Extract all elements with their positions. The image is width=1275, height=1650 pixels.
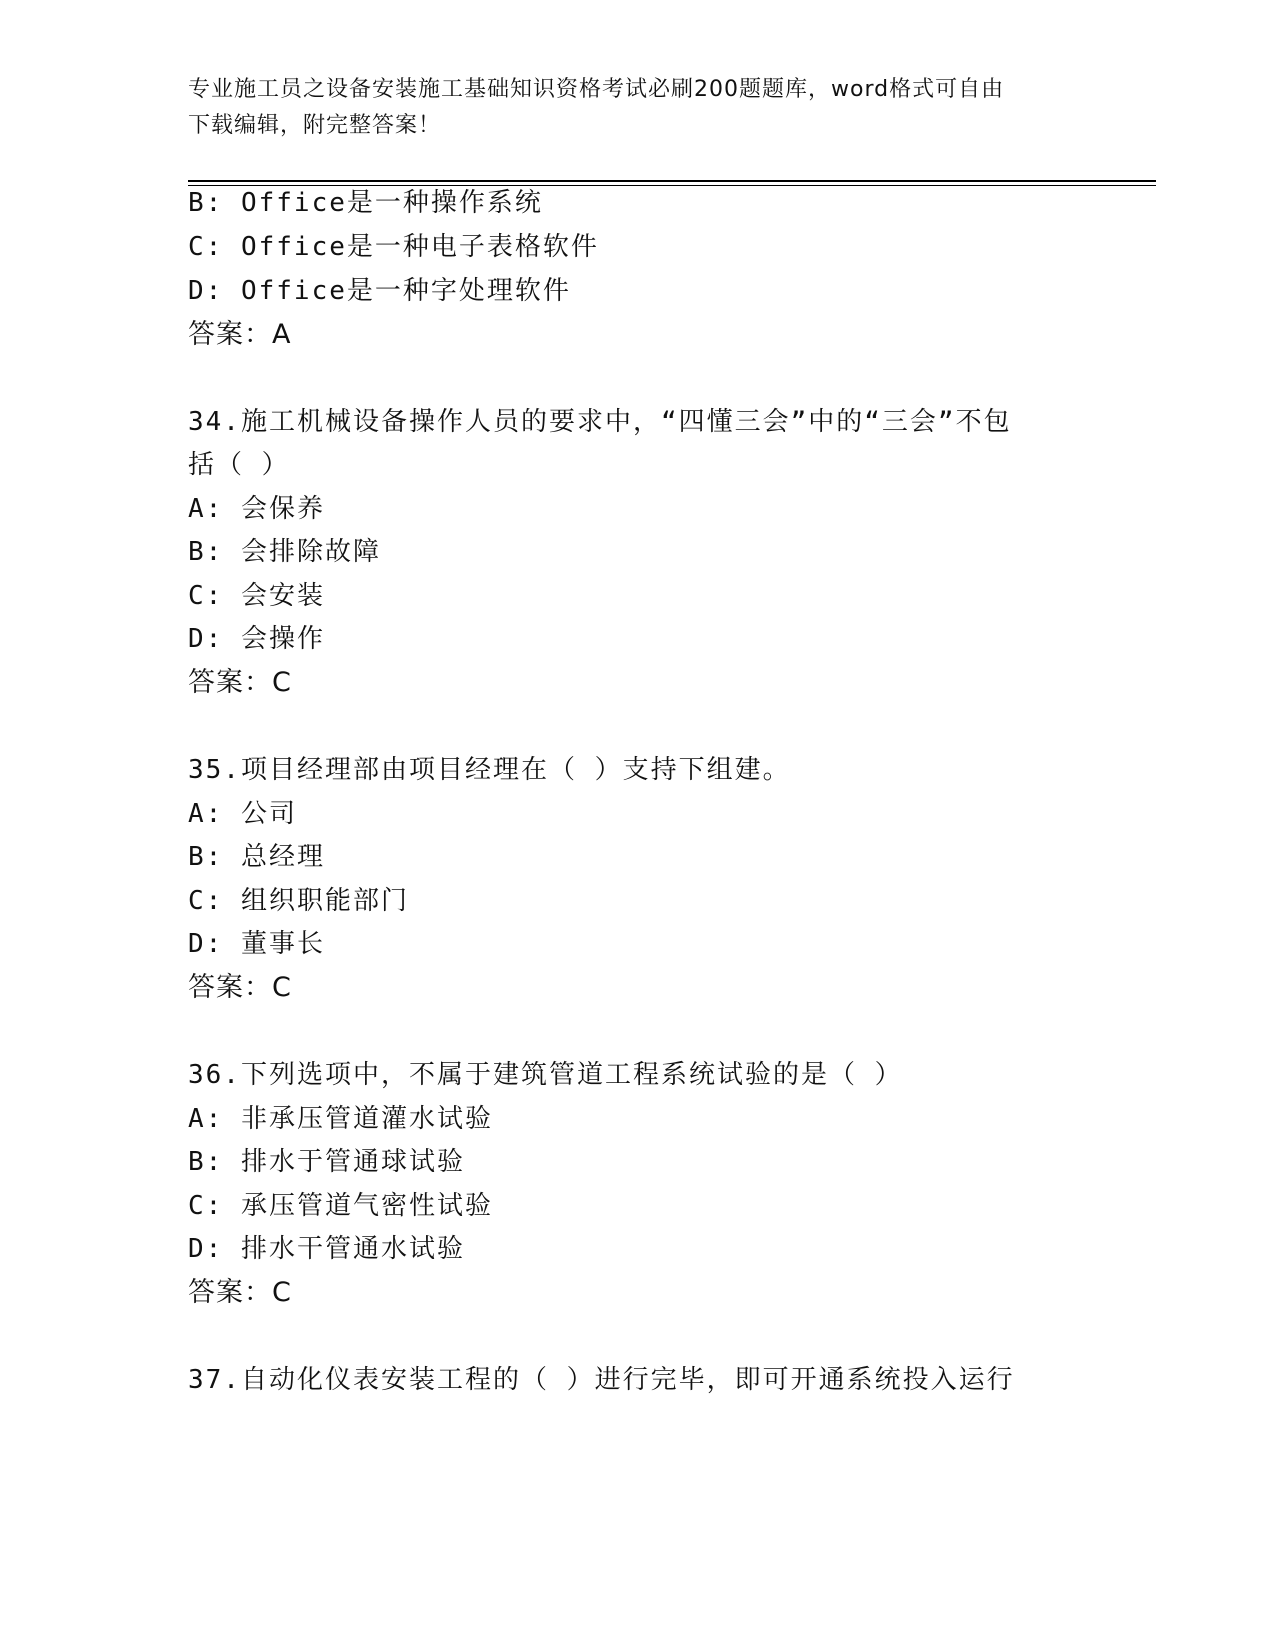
page-header <box>188 72 1068 144</box>
q37-question: 37.自动化仪表安装工程的（ ）进行完毕，即可开通系统投入运行 <box>188 1365 1015 1395</box>
q34-question-line-2: 括（ ） <box>188 450 290 480</box>
header-title-line-2: 下载编辑，附完整答案！ <box>188 113 442 138</box>
q36-answer: 答案：C <box>188 1277 292 1308</box>
q36-question: 36.下列选项中，不属于建筑管道工程系统试验的是（ ） <box>188 1060 903 1090</box>
q34-question-line-1: 34.施工机械设备操作人员的要求中，“四懂三会”中的“三会”不包 <box>188 407 1012 437</box>
q36-option-c: C: 承压管道气密性试验 <box>188 1191 493 1221</box>
q33-answer: 答案：A <box>188 319 292 350</box>
q34-option-b: B: 会排除故障 <box>188 537 381 567</box>
q34-option-d: D: 会操作 <box>188 624 325 654</box>
q36-option-a: A: 非承压管道灌水试验 <box>188 1104 493 1134</box>
q35-option-a: A: 公司 <box>188 799 297 829</box>
q35-question: 35.项目经理部由项目经理在（ ）支持下组建。 <box>188 755 791 785</box>
q33-option-c: C: Office是一种电子表格软件 <box>188 232 599 262</box>
q35-answer: 答案：C <box>188 972 292 1003</box>
q33-option-b: B: Office是一种操作系统 <box>188 188 543 218</box>
q34-answer: 答案：C <box>188 667 292 698</box>
q34-option-c: C: 会安装 <box>188 581 325 611</box>
q34-option-a: A: 会保养 <box>188 494 325 524</box>
header-divider-thick <box>188 180 1156 182</box>
q35-option-d: D: 董事长 <box>188 929 325 959</box>
q33-option-d: D: Office是一种字处理软件 <box>188 276 571 306</box>
q36-option-b: B: 排水于管通球试验 <box>188 1147 465 1177</box>
q36-option-d: D: 排水干管通水试验 <box>188 1234 465 1264</box>
header-title-line-1: 专业施工员之设备安装施工基础知识资格考试必刷200题题库，word格式可自由 <box>188 77 1005 102</box>
q35-option-b: B: 总经理 <box>188 842 325 872</box>
q35-option-c: C: 组织职能部门 <box>188 886 409 916</box>
